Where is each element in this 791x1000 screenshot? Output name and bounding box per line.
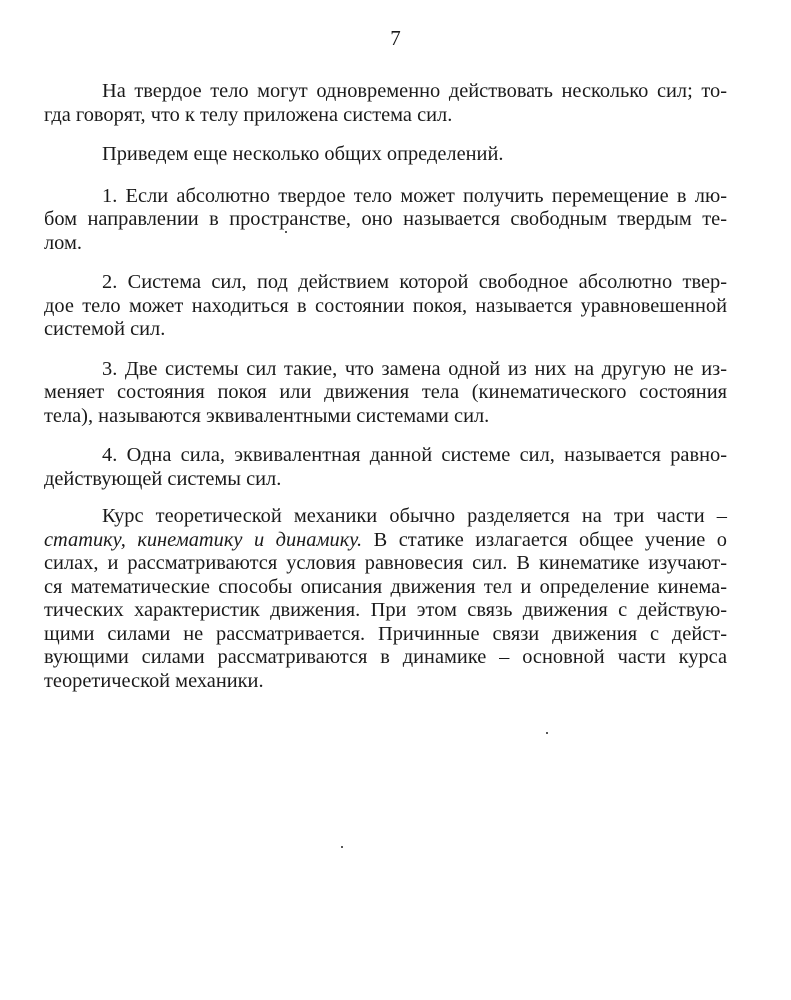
text-line: бом направлении в пространстве, оно называется свободным твердым те-: [44, 208, 727, 230]
paragraph-course-overview: [44, 505, 727, 693]
text-line: действующей системы сил.: [44, 467, 282, 490]
text-line: щими силами не рассматривается. Причинные связи движения с дейст-: [44, 622, 727, 645]
text-line: теоретической механики.: [44, 669, 264, 692]
text-line: Курс теоретической механики обычно разделяется на три части –: [102, 505, 727, 527]
text-line: силах, и рассматриваются условия равновесия сил. В кинематике изучают-: [44, 552, 727, 574]
body-text: [44, 80, 727, 709]
text-line: дое тело может находиться в состоянии покоя, называется уравновешенной: [44, 294, 727, 317]
text-line: [44, 529, 727, 553]
paragraph-system-of-forces: [44, 80, 727, 127]
text-fragment: В статике излагается общее учение о: [362, 528, 727, 551]
scan-speck: [546, 732, 548, 734]
paragraph-definition-3: [44, 358, 727, 429]
paragraph-definition-1: [44, 185, 727, 256]
text-line: Приведем еще несколько общих определений.: [102, 143, 504, 165]
scan-speck: [285, 231, 287, 233]
text-line: ся математические способы описания движения тел и определение кинема-: [44, 575, 727, 598]
text-line: меняет состояния покоя или движения тела (кинематического состояния: [44, 381, 727, 403]
text-line: На твердое тело могут одновременно действовать несколько сил; то-: [102, 80, 727, 102]
page-number: 7: [390, 26, 401, 50]
text-line: 3. Две системы сил такие, что замена одной из них на другую не из-: [102, 357, 727, 380]
paragraph-definition-4: [44, 444, 727, 491]
paragraph-definitions-intro: [44, 143, 727, 167]
scan-speck: [341, 846, 343, 848]
text-line: системой сил.: [44, 318, 166, 340]
text-line: тела), называются эквивалентными системами сил.: [44, 404, 490, 427]
text-line: 1. Если абсолютно твердое тело может получить перемещение в лю-: [102, 184, 727, 207]
paragraph-definition-2: [44, 271, 727, 342]
italic-topics: статику, кинематику и динамику.: [44, 528, 363, 551]
text-line: 4. Одна сила, эквивалентная данной системе сил, называется равно-: [102, 444, 727, 466]
text-line: лом.: [44, 231, 82, 254]
text-line: гда говорят, что к телу приложена система сил.: [44, 103, 453, 126]
text-line: 2. Система сил, под действием которой свободное абсолютно твер-: [102, 271, 727, 293]
text-line: вующими силами рассматриваются в динамике – основной части курса: [44, 646, 727, 668]
text-line: тических характеристик движения. При этом связь движения с действую-: [44, 599, 727, 621]
